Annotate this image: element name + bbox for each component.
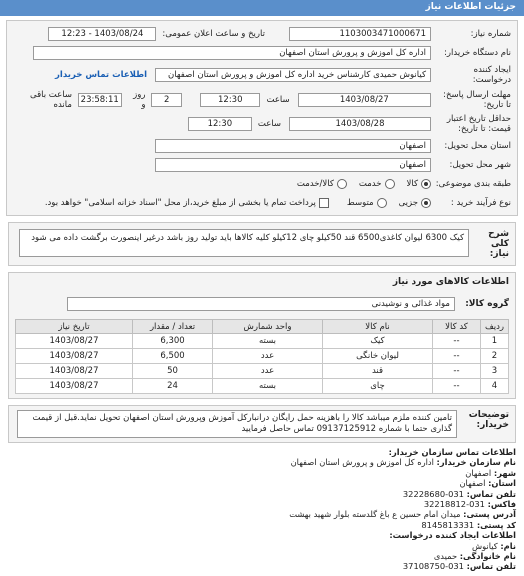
buyer-note-text: تامین کننده ملزم میباشد کالا را باهزینه حمل رایگان درانبارکل آموزش وپرورش استان اصفهان تحویل نماید.قبل از قیمت گذاری حتما با شماره 09137125912 تماس حاصل فرمایید	[17, 410, 457, 438]
validity-time-field: 12:30	[188, 117, 252, 131]
goods-section	[8, 272, 516, 399]
contact-line: فاکس: 031-32218812	[423, 499, 516, 510]
col-row: ردیف	[481, 320, 509, 334]
goods-section-title: اطلاعات کالاهای مورد نیاز	[392, 277, 509, 287]
validity-label-1: حداقل تاریخ اعتبار	[446, 114, 511, 124]
cell-date: 1403/08/27	[16, 379, 133, 394]
cell-code: --	[433, 349, 481, 364]
cell-date: 1403/08/27	[16, 364, 133, 379]
category-goods-service-radio[interactable]: کالا/خدمت	[297, 179, 347, 189]
cell-date: 1403/08/27	[16, 334, 133, 349]
cell-qty: 50	[133, 364, 213, 379]
treasury-payment-checkbox[interactable]: پرداخت تمام یا بخشی از مبلغ خرید،از محل "اسناد خزانه اسلامی" خواهد بود.	[45, 198, 329, 208]
category-service-radio[interactable]: خدمت	[359, 179, 395, 189]
row-reply-deadline	[13, 88, 511, 112]
table-row	[16, 364, 509, 379]
buyer-field: اداره کل اموزش و پرورش استان اصفهان	[33, 46, 431, 60]
cell-name: چای	[323, 379, 433, 394]
cell-row: 1	[481, 334, 509, 349]
buyer-contact-link[interactable]: اطلاعات تماس خریدار	[55, 70, 147, 80]
purchase-medium-radio[interactable]: متوسط	[347, 198, 387, 208]
row-price-validity	[13, 112, 511, 136]
contact-line: نام خانوادگی: حمیدی	[433, 551, 516, 562]
announce-field: 1403/08/24 - 12:23	[48, 27, 156, 41]
col-code: کد کالا	[433, 320, 481, 334]
contact-line: کد پستی: 8145813331	[421, 519, 516, 530]
validity-label-2: قیمت: تا تاریخ:	[458, 124, 511, 134]
table-row	[16, 379, 509, 394]
col-qty: تعداد / مقدار	[133, 320, 213, 334]
table-row	[16, 334, 509, 349]
cell-name: کیک	[323, 334, 433, 349]
city-label: شهر محل تحویل:	[449, 159, 511, 170]
contact-line: نام: کیانوش	[472, 540, 516, 551]
validity-date-field: 1403/08/28	[289, 117, 431, 131]
radio-selected-icon	[421, 198, 431, 208]
table-row	[16, 349, 509, 364]
cell-code: --	[433, 364, 481, 379]
radio-empty-icon	[385, 179, 395, 189]
reply-date-field: 1403/08/27	[298, 93, 431, 107]
cell-row: 4	[481, 379, 509, 394]
need-number-label: شماره نیاز:	[470, 28, 511, 39]
cell-unit: عدد	[213, 349, 323, 364]
cell-name: قند	[323, 364, 433, 379]
need-details-panel	[6, 20, 518, 216]
cell-date: 1403/08/27	[16, 349, 133, 364]
row-city	[13, 155, 511, 174]
cell-unit: بسته	[213, 334, 323, 349]
days-field: 2	[151, 93, 182, 107]
days-word: روز و	[133, 90, 146, 110]
cell-unit: عدد	[213, 364, 323, 379]
remaining-word: ساعت باقی مانده	[30, 90, 72, 110]
page-header	[0, 0, 524, 16]
contact-line: اطلاعات ایجاد کننده درخواست:	[389, 530, 516, 541]
col-date: تاریخ نیاز	[16, 320, 133, 334]
purchase-label: نوع فرآیند خرید :	[450, 197, 511, 208]
row-purchase-type	[13, 193, 511, 212]
remaining-time-field: 23:58:11	[78, 93, 122, 107]
row-creator	[13, 62, 511, 88]
cell-row: 3	[481, 364, 509, 379]
row-category	[13, 174, 511, 193]
cell-qty: 24	[133, 379, 213, 394]
validity-time-word: ساعت	[257, 119, 281, 129]
reply-time-word: ساعت	[266, 95, 290, 105]
summary-text: کیک 6300 لیوان کاغذی6500 قند 50کیلو چای 12کیلو کلیه کالاها باید تولید روز باشد درغیر اینصورت برگشت داده می شود	[19, 229, 469, 257]
page-title: جزئیات اطلاعات نیاز	[425, 2, 516, 12]
summary-section	[8, 222, 516, 266]
cell-unit: بسته	[213, 379, 323, 394]
need-number-field: 1103003471000671	[289, 27, 431, 41]
goods-group-row	[15, 297, 509, 311]
goods-group-label: گروه کالا:	[465, 299, 509, 309]
reply-label-2: تا تاریخ:	[483, 100, 511, 110]
category-label: طبقه بندی موضوعی:	[435, 178, 511, 189]
goods-table	[15, 319, 509, 394]
contact-line: استان: اصفهان	[459, 478, 516, 489]
contact-line: آدرس پستی: میدان امام حسین ع باغ گلدسته بلوار شهید بهشت	[289, 509, 516, 520]
reply-time-field: 12:30	[200, 93, 260, 107]
goods-group-field: مواد غذائی و نوشیدنی	[67, 297, 455, 311]
contact-line: شهر: اصفهان	[465, 467, 516, 478]
creator-field: کیانوش حمیدی کارشناس خرید اداره کل اموزش و پرورش استان اصفهان	[155, 68, 431, 82]
checkbox-icon	[319, 198, 329, 208]
creator-label-1: ایجاد کننده	[473, 65, 511, 75]
buyer-note-label: توضیحات خریدار:	[468, 410, 509, 430]
cell-code: --	[433, 334, 481, 349]
col-unit: واحد شمارش	[213, 320, 323, 334]
col-name: نام کالا	[323, 320, 433, 334]
creator-label-2: درخواست:	[472, 75, 511, 85]
province-field: اصفهان	[155, 139, 431, 153]
row-need-number	[13, 24, 511, 43]
province-label: استان محل تحویل:	[444, 140, 511, 151]
row-province	[13, 136, 511, 155]
buyer-note-section	[8, 405, 516, 443]
goods-table-header	[16, 320, 509, 334]
cell-qty: 6,300	[133, 334, 213, 349]
summary-label: شرح کلی نیاز:	[488, 229, 509, 259]
buyer-label: نام دستگاه خریدار:	[444, 47, 511, 58]
cell-name: لیوان خانگی	[323, 349, 433, 364]
purchase-minor-radio[interactable]: جزیی	[399, 198, 431, 208]
reply-label-1: مهلت ارسال پاسخ:	[443, 90, 511, 100]
radio-empty-icon	[377, 198, 387, 208]
city-field: اصفهان	[155, 158, 431, 172]
announce-label: تاریخ و ساعت اعلان عمومی:	[162, 28, 265, 39]
radio-empty-icon	[337, 179, 347, 189]
row-buyer	[13, 43, 511, 62]
cell-row: 2	[481, 349, 509, 364]
category-goods-radio[interactable]: کالا	[407, 179, 431, 189]
contact-title: اطلاعات تماس سازمان خریدار:	[388, 447, 516, 457]
cell-code: --	[433, 379, 481, 394]
buyer-contact-info	[8, 447, 516, 572]
cell-qty: 6,500	[133, 349, 213, 364]
contact-line: نام سازمان خریدار: اداره کل اموزش و پرورش استان اصفهان	[290, 457, 516, 468]
contact-line: تلفن تماس: 031-37108750	[402, 561, 516, 572]
radio-selected-icon	[421, 179, 431, 189]
contact-line: تلفن تماس: 031-32228680	[402, 488, 516, 499]
